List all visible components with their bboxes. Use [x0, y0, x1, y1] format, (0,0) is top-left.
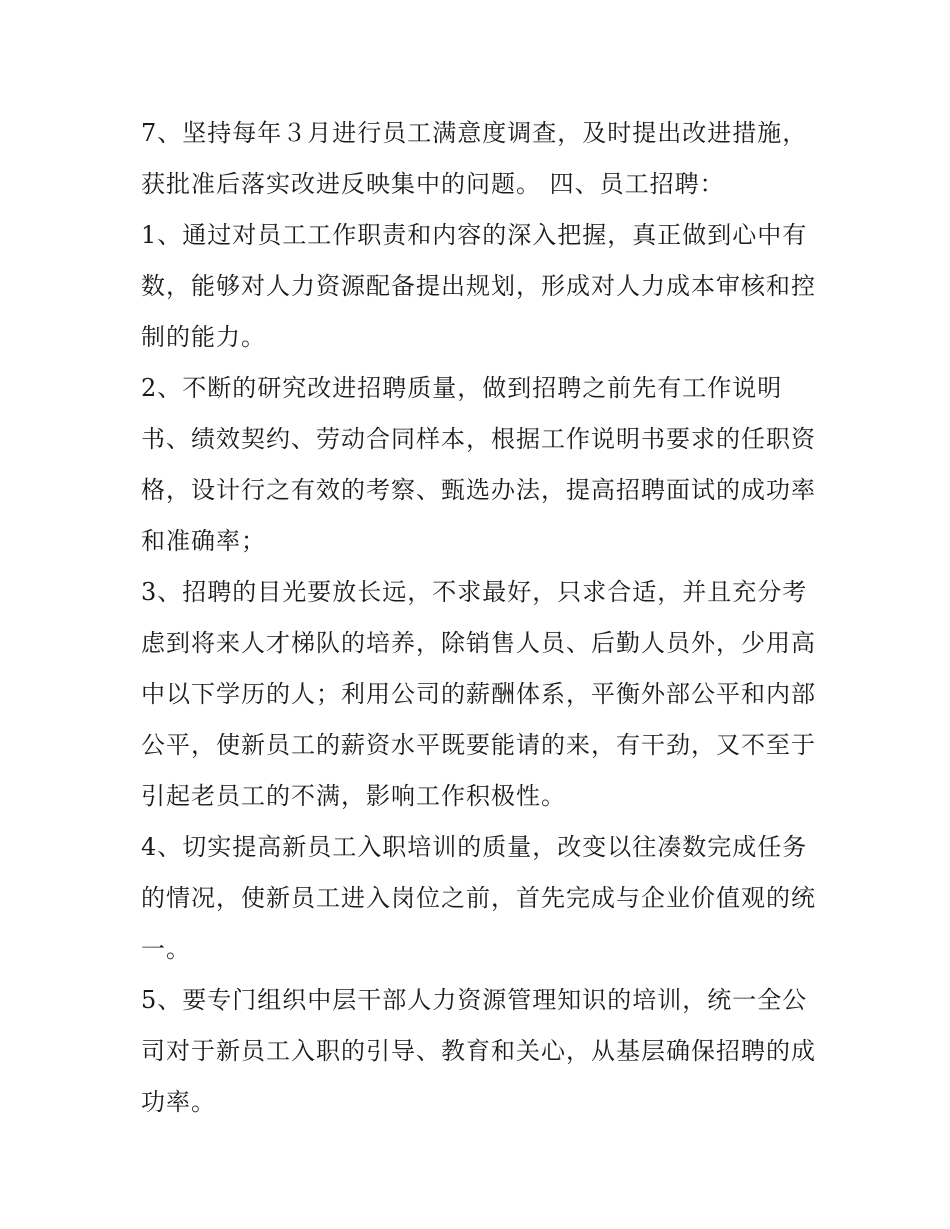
text-line: 和准确率；	[141, 527, 266, 555]
text-line: 2、不断的研究改进招聘质量，做到招聘之前先有工作说明	[141, 374, 783, 402]
text-line: 司对于新员工入职的引导、教育和关心，从基层确保招聘的成	[141, 1037, 816, 1065]
text-line: 7、坚持每年３月进行员工满意度调查，及时提出改进措施，	[141, 119, 808, 147]
text-line: 功率。	[141, 1088, 216, 1116]
text-line: 获批准后落实改进反映集中的问题。 四、员工招聘：	[141, 170, 725, 198]
text-line: 制的能力。	[141, 323, 266, 351]
text-line: 1、通过对员工工作职责和内容的深入把握，真正做到心中有	[141, 221, 808, 249]
text-line: 5、要专门组织中层干部人力资源管理知识的培训，统一全公	[141, 986, 808, 1014]
text-line: 公平，使新员工的薪资水平既要能请的来，有干劲，又不至于	[141, 731, 816, 759]
text-line: 虑到将来人才梯队的培养，除销售人员、后勤人员外，少用高	[141, 629, 816, 657]
text-line: 引起老员工的不满，影响工作积极性。	[141, 782, 566, 810]
text-line: 书、绩效契约、劳动合同样本，根据工作说明书要求的任职资	[141, 425, 816, 453]
text-line: 中以下学历的人；利用公司的薪酬体系，平衡外部公平和内部	[141, 680, 816, 708]
text-line: 数，能够对人力资源配备提出规划，形成对人力成本审核和控	[141, 272, 816, 300]
text-line: 格，设计行之有效的考察、甄选办法，提高招聘面试的成功率	[141, 476, 816, 504]
text-line: 4、切实提高新员工入职培训的质量，改变以往凑数完成任务	[141, 833, 808, 861]
text-line: 一。	[141, 935, 191, 963]
document-body	[141, 108, 821, 1128]
text-line: 3、招聘的目光要放长远，不求最好，只求合适，并且充分考	[141, 578, 808, 606]
text-line: 的情况，使新员工进入岗位之前，首先完成与企业价值观的统	[141, 884, 816, 912]
